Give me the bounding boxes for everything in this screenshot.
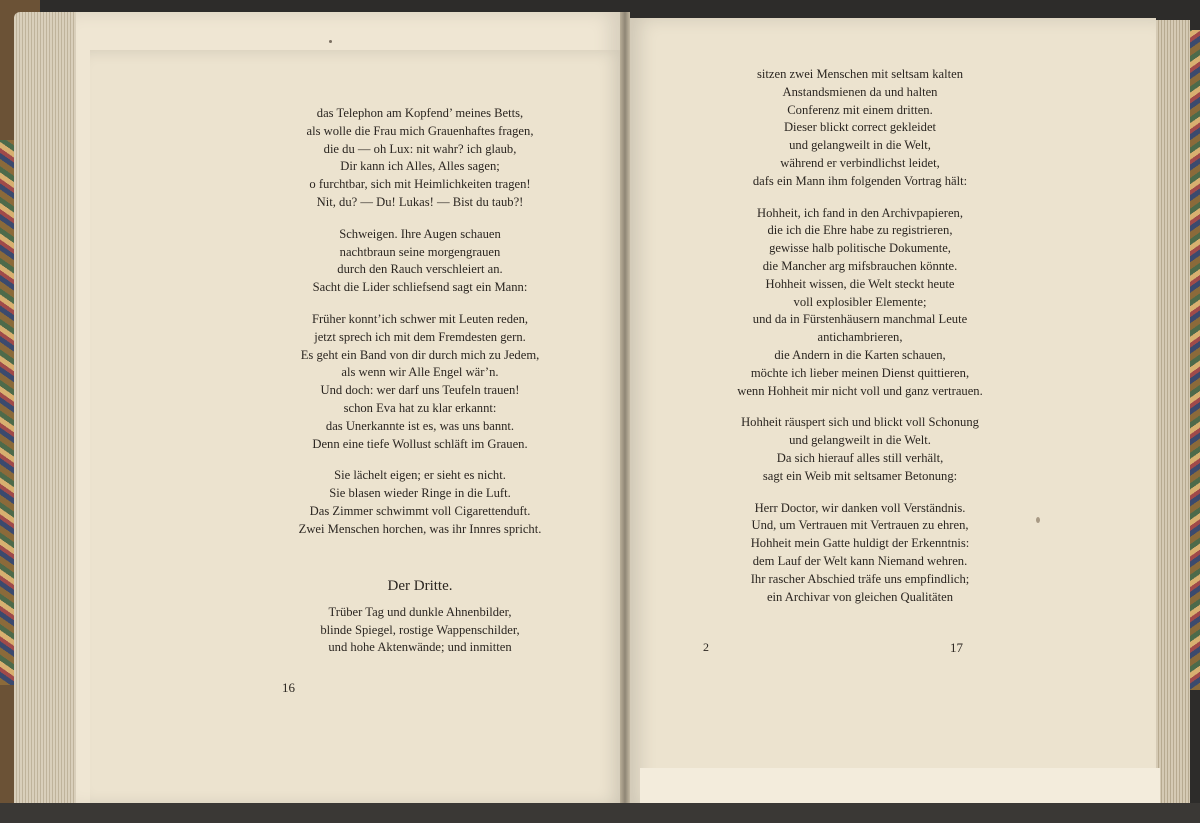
verse-line: das Telephon am Kopfend’ meines Betts, <box>316 106 524 120</box>
section-title: Der Dritte. <box>387 578 453 594</box>
verse-line: jetzt sprech ich mit dem Fremdesten gern. <box>314 329 526 344</box>
stanza <box>240 105 600 212</box>
verse-line: Nit, du? — Du! Lukas! — Bist du taub?! <box>316 194 524 209</box>
verse-line: und gelangweilt in die Welt, <box>789 138 931 153</box>
verse-line: Hohheit mein Gatte huldigt der Erkenntnis: <box>750 536 970 551</box>
verse-line: Hohheit, ich fand in den Archivpapieren, <box>757 205 963 220</box>
verse-line: sagt ein Weib mit seltsamer Betonung: <box>762 468 958 483</box>
verse-line: Dieser blickt correct gekleidet <box>783 120 937 135</box>
verse-line: voll explosibler Elemente; <box>793 294 927 309</box>
stanza <box>680 66 1040 191</box>
verse-line: und da in Fürstenhäusern manchmal Leute <box>752 312 968 327</box>
verse-line: blinde Spiegel, rostige Wappenschilder, <box>320 622 520 637</box>
verse-line: nachtbraun seine morgengrauen <box>339 244 501 259</box>
verse-line: und gelangweilt in die Welt. <box>789 433 931 448</box>
left-page-number: 16 <box>282 680 295 695</box>
verse-line: die Andern in die Karten schauen, <box>774 347 946 362</box>
verse-line: schon Eva hat zu klar erkannt: <box>343 400 497 415</box>
verse-line: Trüber Tag und dunkle Ahnenbilder, <box>328 604 512 619</box>
stanza <box>680 205 1040 401</box>
verse-line: Herr Doctor, wir danken voll Verständnis. <box>754 500 966 515</box>
book-cover-bottom <box>0 803 1200 823</box>
verse-line: Hohheit räuspert sich und blickt voll Schonung <box>741 415 979 430</box>
verse-line: die Mancher arg mifsbrauchen könnte. <box>762 258 958 273</box>
verse-line: möchte ich lieber meinen Dienst quittieren, <box>750 365 970 380</box>
right-page-number: 17 <box>950 640 963 655</box>
verse-line: Anstandsmienen da und halten <box>782 84 938 99</box>
left-page-section <box>240 578 600 657</box>
verse-line: Denn eine tiefe Wollust schläft im Grauen. <box>312 436 528 451</box>
verse-line: Das Zimmer schwimmt voll Cigarettenduft. <box>309 503 531 518</box>
stanza <box>240 311 600 453</box>
stanza <box>240 226 600 297</box>
verse-line: dem Lauf der Welt kann Niemand wehren. <box>752 553 968 568</box>
verse-line: Zwei Menschen horchen, was ihr Innres spricht. <box>298 521 542 536</box>
page-edges-right <box>1150 20 1190 810</box>
verse-line: Sie blasen wieder Ringe in die Luft. <box>329 486 511 501</box>
left-page-text <box>240 105 600 553</box>
verse-line: Hohheit wissen, die Welt steckt heute <box>765 276 955 291</box>
paper-speck <box>329 40 332 43</box>
verse-line: das Unerkannte ist es, was uns bannt. <box>325 418 515 433</box>
verse-line: die ich die Ehre habe zu registrieren, <box>767 223 953 238</box>
verse-line: Und, um Vertrauen mit Vertrauen zu ehren, <box>751 518 969 533</box>
verse-line: durch den Rauch verschleiert an. <box>337 262 503 277</box>
verse-line: als wolle die Frau mich Grauenhaftes fragen, <box>306 123 534 138</box>
page-edges-left <box>14 12 84 812</box>
verse-line: sitzen zwei Menschen mit seltsam kalten <box>757 67 963 81</box>
verse-line: antichambrieren, <box>817 330 903 345</box>
verse-line: Sacht die Lider schliefsend sagt ein Mann: <box>312 280 528 295</box>
right-page-text <box>680 66 1040 620</box>
verse-line: gewisse halb politische Dokumente, <box>769 241 951 256</box>
verse-line: und hohe Aktenwände; und inmitten <box>328 640 512 655</box>
stanza <box>680 500 1040 607</box>
paper-speck <box>1036 517 1040 523</box>
verse-line: dafs ein Mann ihm folgenden Vortrag hält: <box>752 173 968 188</box>
verse-line: die du — oh Lux: nit wahr? ich glaub, <box>323 141 517 156</box>
verse-line: Sie lächelt eigen; er sieht es nicht. <box>334 468 506 483</box>
signature-mark: 2 <box>703 640 709 654</box>
stanza <box>680 414 1040 485</box>
verse-line: Und doch: wer darf uns Teufeln trauen! <box>320 383 520 398</box>
verse-line: Da sich hierauf alles still verhält, <box>776 450 944 465</box>
verse-line: o furchtbar, sich mit Heimlichkeiten tragen! <box>309 177 531 192</box>
verse-line: ein Archivar von gleichen Qualitäten <box>766 589 954 604</box>
stanza <box>240 467 600 538</box>
book-gutter <box>620 12 630 808</box>
verse-line: Conferenz mit einem dritten. <box>787 102 933 117</box>
verse-line: wenn Hohheit mir nicht voll und ganz vertrauen. <box>737 383 983 398</box>
verse-line: Ihr rascher Abschied träfe uns empfindlich; <box>750 571 970 586</box>
verse-line: Dir kann ich Alles, Alles sagen; <box>340 159 500 174</box>
right-page-lower-sheet <box>640 768 1160 803</box>
verse-line: Schweigen. Ihre Augen schauen <box>339 226 501 241</box>
verse-line: Früher konnt’ich schwer mit Leuten reden, <box>311 311 529 326</box>
verse-line: während er verbindlichst leidet, <box>780 155 940 170</box>
verse-line: als wenn wir Alle Engel wär’n. <box>341 365 499 380</box>
verse-line: Es geht ein Band von dir durch mich zu Jedem, <box>300 347 540 362</box>
